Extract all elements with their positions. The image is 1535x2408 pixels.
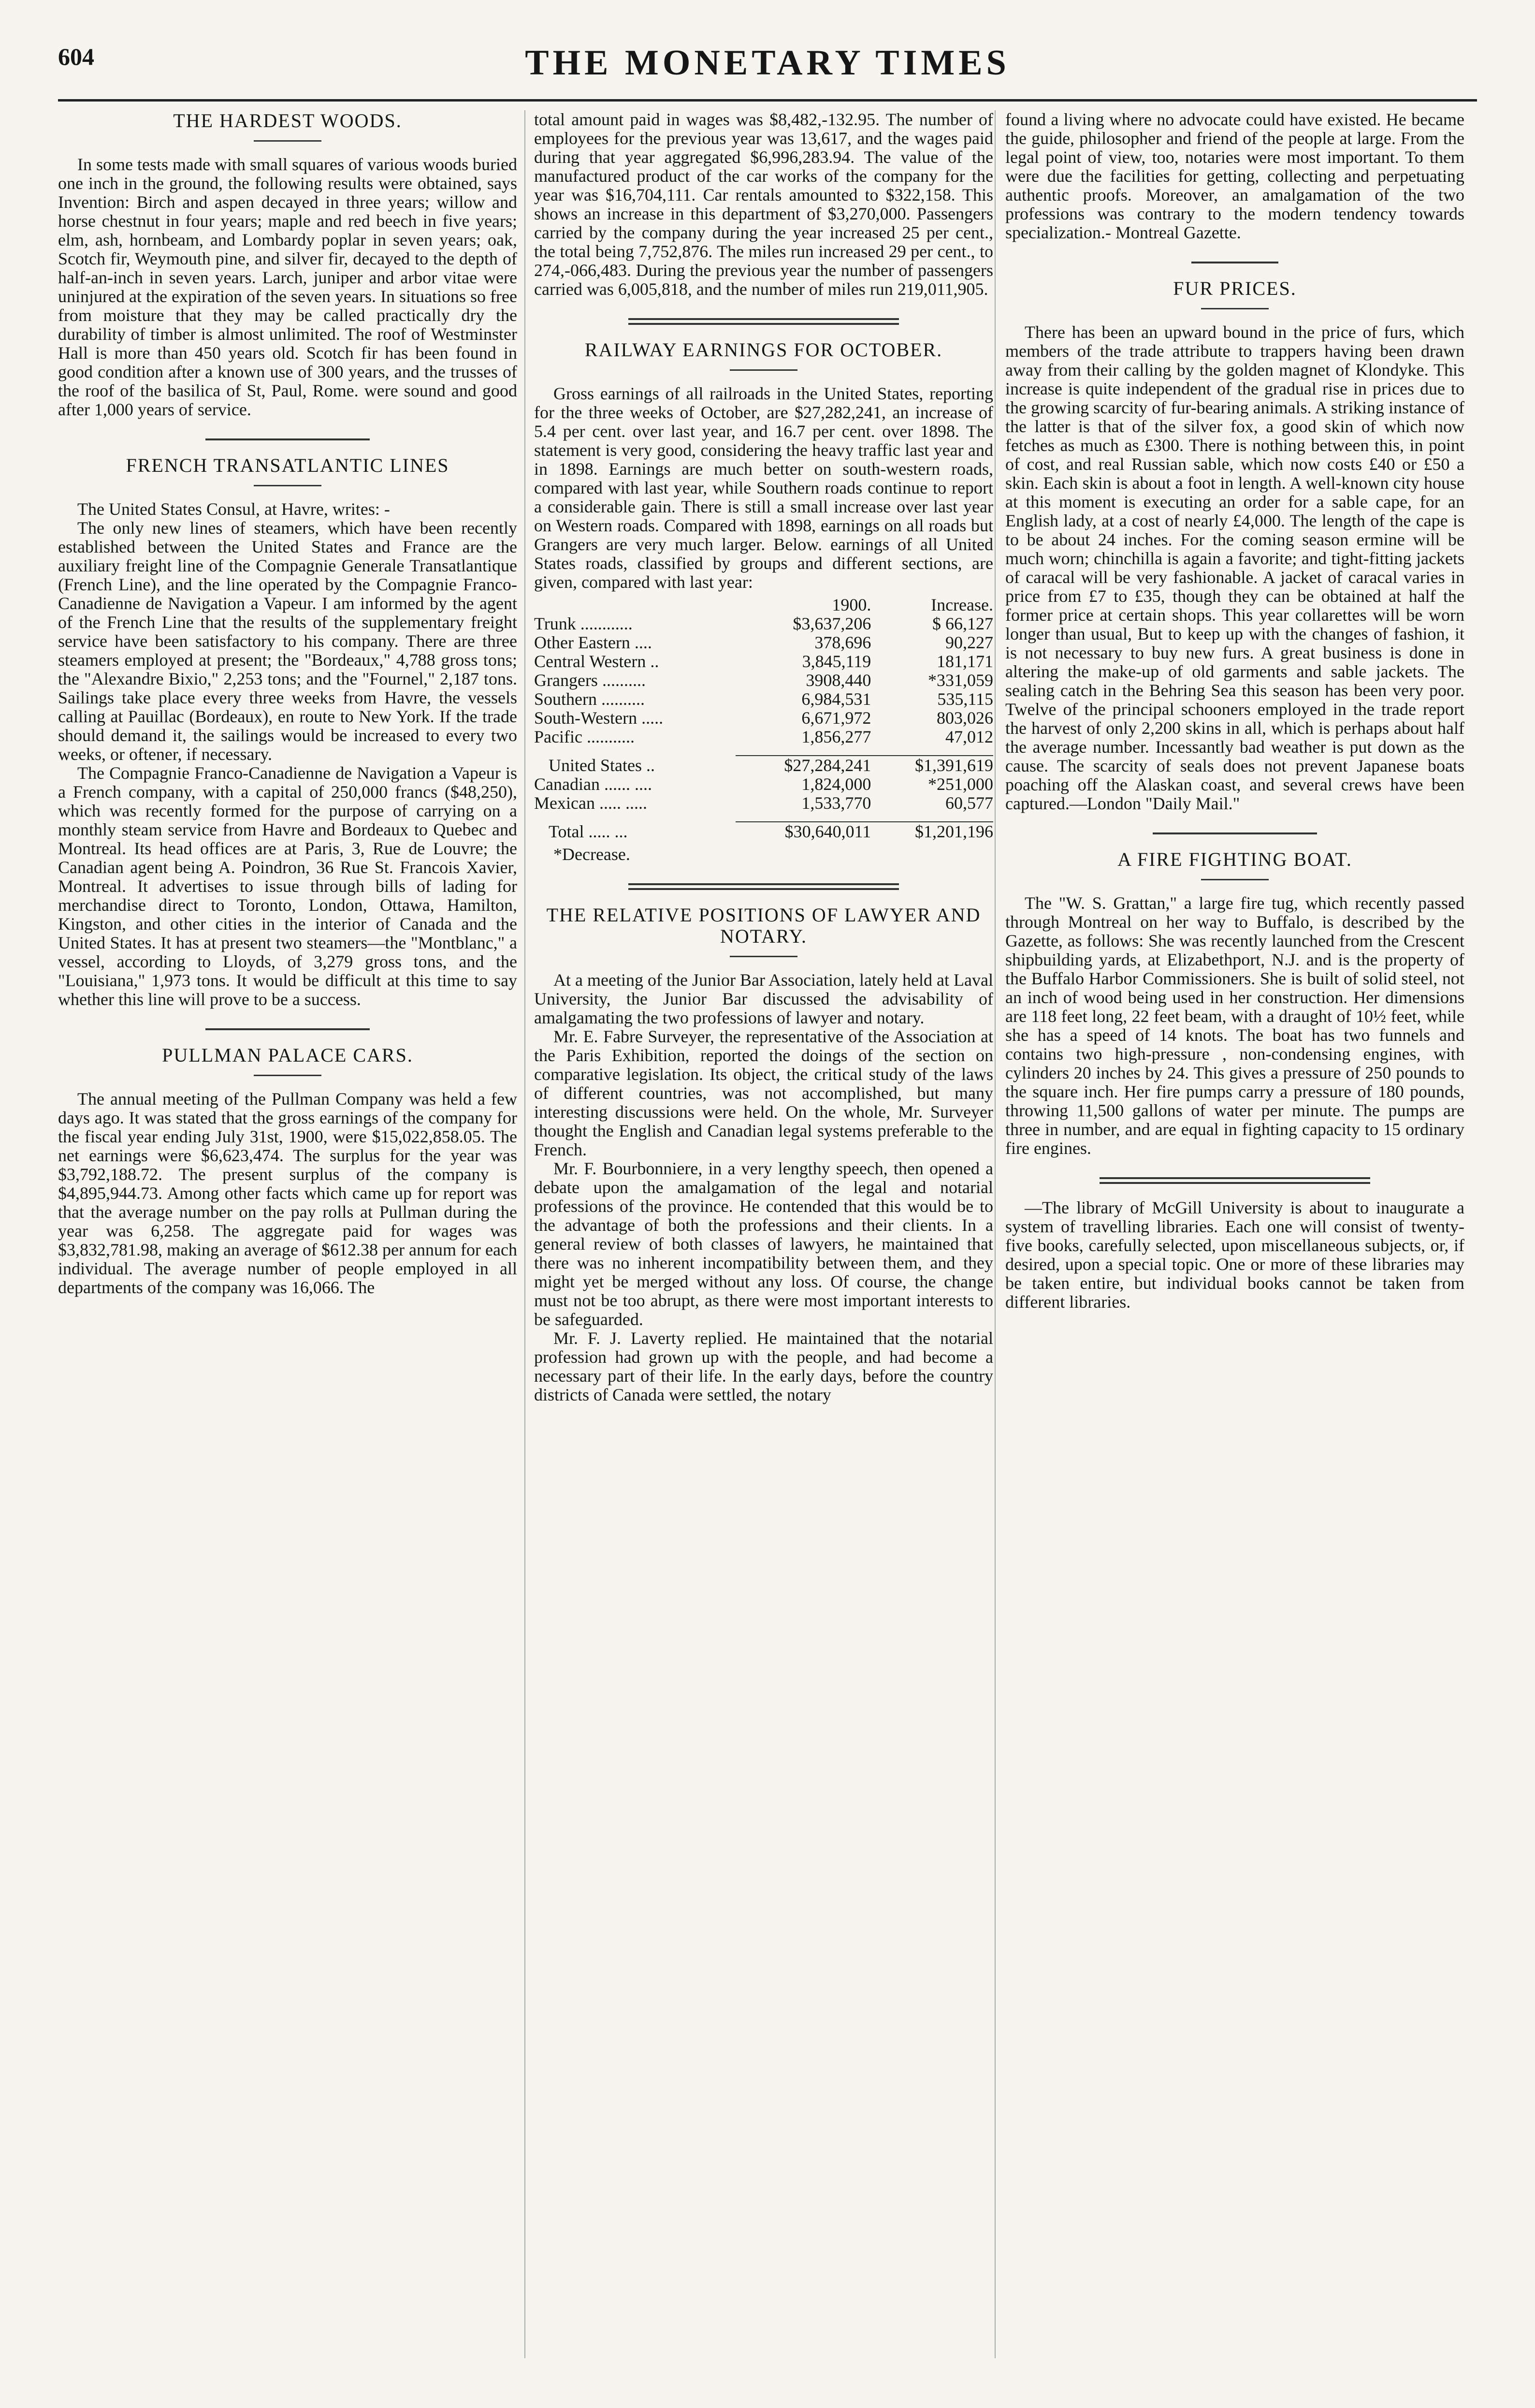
table-row	[534, 652, 993, 671]
table-cell: 47,012	[945, 727, 993, 746]
table-cell: 90,227	[945, 633, 993, 652]
table-row	[534, 633, 993, 652]
article-paragraph: At a meeting of the Junior Bar Association, lately held at Laval University, the Junior Bar discussed the advisability of amalgamating the two professions of lawyer and notary.	[534, 970, 993, 1027]
table-header-row	[534, 596, 993, 614]
page-number: 604	[58, 43, 94, 70]
article-paragraph: The only new lines of steamers, which have been recently established between the United States and France are the auxiliary freight line of the Compagnie Generale Transatlantique (French Line), and the line operated by the Compagnie Franco-Canadienne de Navigation a Vapeur. I am informed by the agent of the French Line that the results of the supplementary freight service have been satisfactory to his company. There are three steamers employed at present; the "Bordeaux," 4,788 gross tons; the "Alexandre Bixio," 2,253 tons; and the "Fournel," 2,187 tons. Sailings take place every three weeks from Havre, the vessels calling at Pauillac (Bordeaux), en route to New York. If the trade should demand it, the sailings would be increased to every two weeks, or oftener, if necessary.	[58, 518, 517, 764]
article-paragraph: Mr. F. J. Laverty replied. He maintained that the notarial profession had grown up with the people, and had become a necessary part of their life. In the early days, before the country districts of Canada were settled, the notary	[534, 1328, 993, 1404]
article-continuation: total amount paid in wages was $8,482,-132.95. The number of employees for the previous year was 13,617, and the wages paid during that year aggregated $6,996,283.94. The value of the manufactured product of the car works of the company for the year was $16,704,111. Car rentals amounted to $322,158. This shows an increase in this department of $3,270,000. Passengers carried by the company during the year increased 25 per cent., the total being 7,752,876. The miles run increased 29 per cent., to 274,-066,483. During the previous year the number of passengers carried was 6,005,818, and the number of miles run 219,011,905.	[534, 110, 993, 299]
article-title-pullman: PULLMAN PALACE CARS.	[162, 1044, 413, 1066]
table-cell: 3908,440	[806, 671, 871, 690]
title-dash	[254, 140, 321, 142]
article-end-rule	[628, 883, 899, 890]
article-end-rule	[1100, 1177, 1370, 1184]
article-end-rule	[1153, 832, 1317, 834]
column-3	[1005, 110, 1464, 1312]
article-title-fur-prices: FUR PRICES.	[1173, 277, 1297, 299]
table-cell: 60,577	[945, 793, 993, 813]
column-2	[534, 110, 993, 1404]
table-rule	[534, 746, 993, 756]
table-cell: Mexican ..... .....	[534, 793, 647, 813]
article-title-hardest-woods: THE HARDEST WOODS.	[173, 110, 402, 131]
table-total-row	[534, 822, 993, 841]
table-cell: $1,201,196	[915, 822, 993, 841]
table-row	[534, 794, 993, 813]
table-cell: Pacific ...........	[534, 727, 635, 746]
article-paragraph: In some tests made with small squares of various woods buried one inch in the ground, the following results were obtained, says Invention: Birch and aspen decayed in three years; willow and horse chestnut in four years; maple and red beech in five years; elm, ash, hornbeam, and Lombardy poplar in seven years; oak, Scotch fir, Weymouth pine, and silver fir, decayed to the depth of half-an-inch in seven years. Larch, juniper and arbor vitae were uninjured at the expiration of the seven years. In situations so free from moisture that they may be called practically dry the durability of timber is almost unlimited. The roof of Westminster Hall is more than 450 years old. Scotch fir has been found in good condition after a known use of 300 years, and the trusses of the roof of the basilica of St, Paul, Rome. were sound and good after 1,000 years of service.	[58, 155, 517, 419]
title-dash	[730, 956, 797, 957]
table-cell: Canadian ...... ....	[534, 774, 652, 794]
column-separator	[524, 110, 525, 2358]
article-end-rule	[205, 438, 370, 440]
title-dash	[730, 369, 797, 371]
article-title-lawyer-notary: THE RELATIVE POSITIONS OF LAWYER AND NOTARY.	[546, 904, 981, 947]
title-dash	[254, 1075, 321, 1076]
table-cell: 6,671,972	[801, 708, 871, 728]
table-cell: 1,533,770	[801, 793, 871, 813]
table-cell: 1,856,277	[801, 727, 871, 746]
masthead-rule	[58, 99, 1477, 102]
table-cell: Total ..... ...	[549, 821, 628, 841]
table-header: Increase.	[931, 595, 993, 614]
article-paragraph: The annual meeting of the Pullman Company was held a few days ago. It was stated that the gross earnings of the company for the fiscal year ending July 31st, 1900, were $15,022,858.05. The net earnings were $6,623,474. The surplus for the year was $3,792,188.72. The present surplus of the company is $4,895,944.73. Among other facts which came up for report was that the average number on the pay rolls at Pullman during the year was 6,258. The aggregate paid for wages was $3,832,781.98, making an average of $612.38 per annum for each individual. The average number of people employed in all departments of the company was 16,066. The	[58, 1089, 517, 1297]
article-end-rule	[205, 1028, 370, 1030]
publication-title: THE MONETARY TIMES	[525, 43, 1010, 83]
table-cell: 1,824,000	[801, 774, 871, 794]
article-title-fire-boat: A FIRE FIGHTING BOAT.	[1117, 848, 1352, 870]
table-cell: Other Eastern ....	[534, 633, 652, 652]
article-continuation: found a living where no advocate could have existed. He became the guide, philosopher and friend of the people at large. From the legal point of view, too, notaries were most important. To them were due the facilities for getting, collecting and perpetuating authentic proofs. Moreover, an amalgamation of the two professions was contrary to the modern tendency towards specialization.- Montreal Gazette.	[1005, 110, 1464, 242]
table-cell: 535,115	[937, 689, 993, 709]
article-paragraph: There has been an upward bound in the price of furs, which members of the trade attribute to trappers having been drawn away from their calling by the golden magnet of Klondyke. This increase is quite independent of the gradual rise in prices due to the growing scarcity of fur-bearing animals. A striking instance of the latter is that of the silver fox, a good skin of which now fetches as much as £300. There is nothing between this, in point of cost, and real Russian sable, which now costs £40 or £50 a skin. Each skin is about a foot in length. A well-known city house at this moment is executing an order for a sable cape, for an English lady, at a cost of nearly £4,000. The length of the cape is to be about 24 inches. For the coming season ermine will be much worn; chinchilla is again a favorite; and tight-fitting jackets of caracal will be very fashionable. A jacket of caracal varies in price from £7 to £35, though they can be obtained at half the former price at certain shops. This year collarettes will be worn longer than usual, But to keep up with the changes of fashion, it is not necessary to buy new furs. A great business is done in altering the make-up of old garments and sable jackets. The sealing catch in the Behring Sea this season has been very poor. Twelve of the principal schooners employed in the trade report the harvest of only 2,200 skins in all, which is perhaps about half the average number. Incessantly bad weather is put down as the cause. The scarcity of seals does not prevent Japanese boats poaching off the Alaskan coast, and several crews have been captured.—London "Daily Mail."	[1005, 322, 1464, 813]
table-row	[534, 775, 993, 794]
table-cell: 3,845,119	[802, 652, 871, 671]
article-paragraph: The "W. S. Grattan," a large fire tug, which recently passed through Montreal on her way to Buffalo, is described by the Gazette, as follows: She was recently launched from the Crescent shipbuilding yards, at Elizabethport, N.J. and is the property of the Buffalo Harbor Commissioners. She is built of solid steel, not an inch of wood being used in her construction. Her dimensions are 118 feet long, 22 feet beam, with a draught of 10½ feet, while she has a speed of 14 knots. The boat has two funnels and contains two high-pressure , non-condensing engines, with cylinders 20 inches by 24. This gives a pressure of 250 pounds to the square inch. Her fire pumps carry a pressure of 180 pounds, throwing 11,500 gallons of water per minute. The pumps are three in number, and are equal in fighting capacity to 15 ordinary fire engines.	[1005, 893, 1464, 1158]
table-cell: *251,000	[928, 774, 993, 794]
table-cell: 378,696	[814, 633, 871, 652]
table-row	[534, 756, 993, 775]
table-footnote: *Decrease.	[553, 845, 630, 864]
article-title-french-lines: FRENCH TRANSATLANTIC LINES	[126, 454, 449, 476]
article-title-railway: RAILWAY EARNINGS FOR OCTOBER.	[584, 339, 943, 361]
column-separator	[995, 110, 996, 2358]
article-paragraph: Mr. E. Fabre Surveyer, the representative of the Association at the Paris Exhibition, reported the doings of the section on comparative legislation. Its object, the critical study of the laws of different countries, was not accomplished, but many interesting discussions were held. On the whole, Mr. Surveyer thought the English and Canadian legal systems preferable to the French.	[534, 1027, 993, 1159]
article-end-rule	[1191, 262, 1278, 263]
table-row	[534, 690, 993, 709]
table-cell: Southern ..........	[534, 689, 645, 709]
table-header: 1900.	[832, 595, 871, 614]
column-1	[58, 110, 517, 1297]
article-paragraph: Mr. F. Bourbonniere, in a very lengthy speech, then opened a debate upon the amalgamation of the legal and notarial professions of the province. He contended that this would be to the advantage of both the professions and their clients. In a general review of both classes of lawyers, he maintained that there was no inherent incompatibility between them, and they might yet be merged without any loss. Of course, the change must not be too abrupt, as there were most important interests to be safeguarded.	[534, 1159, 993, 1329]
table-cell: $3,637,206	[793, 614, 871, 633]
table-cell: South-Western .....	[534, 708, 664, 728]
table-cell: 6,984,531	[801, 689, 871, 709]
table-row	[534, 671, 993, 690]
table-cell: 181,171	[937, 652, 993, 671]
table-cell: *331,059	[928, 671, 993, 690]
masthead	[58, 43, 1477, 101]
table-cell: $27,284,241	[784, 756, 871, 775]
title-dash	[254, 485, 321, 486]
table-cell: $ 66,127	[932, 614, 993, 633]
table-cell: $30,640,011	[784, 822, 871, 841]
table-row	[534, 709, 993, 728]
table-cell: Central Western ..	[534, 652, 659, 671]
article-end-rule	[628, 318, 899, 325]
earnings-table	[534, 596, 993, 841]
table-row	[534, 728, 993, 746]
article-paragraph: The United States Consul, at Havre, writes: -	[77, 499, 390, 519]
table-cell: United States ..	[549, 755, 655, 775]
table-cell: $1,391,619	[915, 756, 993, 775]
article-paragraph: Gross earnings of all railroads in the United States, reporting for the three weeks of October, are $27,282,241, an increase of 5.4 per cent. over last year, and 16.7 per cent. over 1898. The statement is very good, considering the heavy traffic last year and in 1898. Earnings are much better on south-western roads, compared with last year, while Southern roads continue to report a considerable gain. There is still a small increase over last year on Western roads. Compared with 1898, earnings on all roads but Grangers are very much larger. Below. earnings of all United States roads, classified by groups and different sections, are given, compared with last year:	[534, 384, 993, 592]
table-cell: Grangers ..........	[534, 671, 646, 690]
title-dash	[1201, 308, 1269, 309]
title-dash	[1201, 879, 1269, 880]
table-rule	[534, 813, 993, 822]
news-note-mcgill: —The library of McGill University is about to inaugurate a system of travelling libraries. Each one will consist of twenty-five books, carefully selected, upon miscellaneous subjects, or, if desired, upon a special topic. One or more of these libraries may be taken entire, but individual books cannot be taken from different libraries.	[1005, 1198, 1464, 1312]
table-cell: 803,026	[937, 708, 993, 728]
article-paragraph: The Compagnie Franco-Canadienne de Navigation a Vapeur is a French company, with a capital of 250,000 francs ($48,250), which was recently formed for the purpose of carrying on a monthly steam service from Havre and Bordeaux to Quebec and Montreal. Its head offices are at Paris, 3, Rue de Louvre; the Canadian agent being A. Poindron, 36 Rue St. Francois Xavier, Montreal. It advertises to issue through bills of lading for merchandise direct to Toronto, London, Ottawa, Hamilton, Kingston, and other cities in the interior of Canada and the United States. It has at present two steamers—the "Montblanc," a vessel, according to Lloyds, of 3,279 gross tons, and the "Louisiana," 1,973 tons. It would be difficult at this time to say whether this line will prove to be a success.	[58, 763, 517, 1009]
table-cell: Trunk ............	[534, 614, 633, 633]
table-row	[534, 614, 993, 633]
